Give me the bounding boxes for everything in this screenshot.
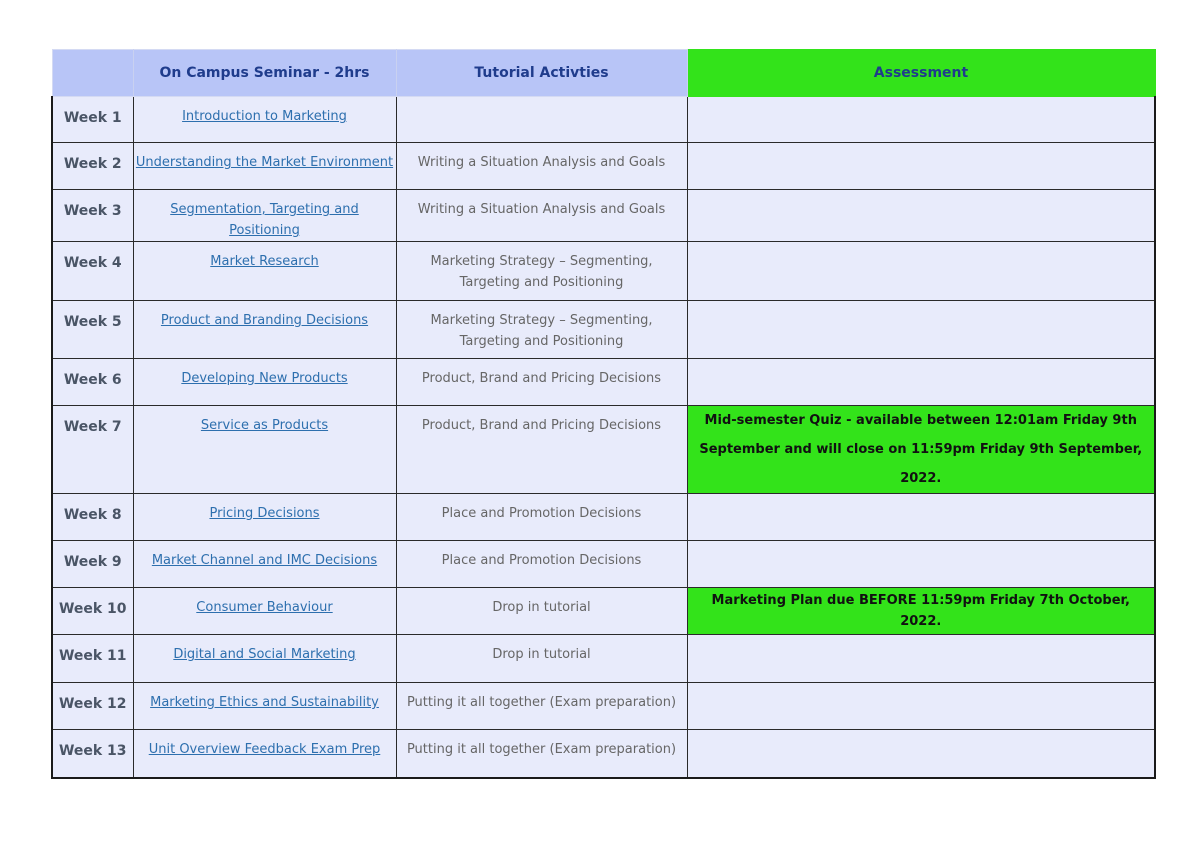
table-row xyxy=(52,588,1155,635)
tutorial-cell: Putting it all together (Exam preparation) xyxy=(396,683,687,730)
table-row xyxy=(52,359,1155,406)
seminar-link[interactable]: Unit Overview Feedback Exam Prep xyxy=(148,742,381,757)
seminar-link[interactable]: Introduction to Marketing xyxy=(182,109,347,124)
assessment-cell xyxy=(687,541,1155,588)
table-row xyxy=(52,143,1155,190)
seminar-cell xyxy=(133,359,396,406)
seminar-link[interactable]: Digital and Social Marketing xyxy=(173,647,356,662)
seminar-cell xyxy=(133,301,396,359)
tutorial-cell: Place and Promotion Decisions xyxy=(396,541,687,588)
table-row xyxy=(52,730,1155,778)
tutorial-cell xyxy=(396,97,687,143)
week-cell: Week 6 xyxy=(52,359,133,406)
table-row xyxy=(52,242,1155,301)
seminar-cell xyxy=(133,97,396,143)
schedule-table xyxy=(51,49,1156,779)
assessment-cell xyxy=(687,190,1155,242)
assessment-header: Assessment xyxy=(687,50,1155,97)
header-row xyxy=(52,50,1155,97)
week-cell: Week 13 xyxy=(52,730,133,778)
table-row xyxy=(52,494,1155,541)
week-cell: Week 2 xyxy=(52,143,133,190)
table-row xyxy=(52,301,1155,359)
assessment-cell xyxy=(687,494,1155,541)
seminar-link[interactable]: Marketing Ethics and Sustainability xyxy=(150,695,379,710)
week-cell: Week 12 xyxy=(52,683,133,730)
tutorial-cell: Putting it all together (Exam preparation) xyxy=(396,730,687,778)
week-cell: Week 7 xyxy=(52,406,133,494)
tutorial-cell: Marketing Strategy – Segmenting, Targeting and Positioning xyxy=(396,242,687,301)
seminar-link[interactable]: Service as Products xyxy=(200,418,329,433)
assessment-cell xyxy=(687,301,1155,359)
tutorial-cell: Product, Brand and Pricing Decisions xyxy=(396,359,687,406)
assessment-cell xyxy=(687,730,1155,778)
table-row xyxy=(52,635,1155,683)
tutorial-cell: Place and Promotion Decisions xyxy=(396,494,687,541)
assessment-cell xyxy=(687,97,1155,143)
seminar-header: On Campus Seminar - 2hrs xyxy=(133,50,396,97)
seminar-link[interactable]: Product and Branding Decisions xyxy=(160,313,369,328)
seminar-cell xyxy=(133,190,396,242)
seminar-cell xyxy=(133,541,396,588)
seminar-cell xyxy=(133,588,396,635)
week-cell: Week 1 xyxy=(52,97,133,143)
seminar-link[interactable]: Consumer Behaviour xyxy=(196,600,333,615)
seminar-cell xyxy=(133,143,396,190)
assessment-cell: Marketing Plan due BEFORE 11:59pm Friday 7th October, 2022. xyxy=(687,588,1155,635)
seminar-cell xyxy=(133,494,396,541)
seminar-cell xyxy=(133,406,396,494)
table-row xyxy=(52,97,1155,143)
table-row xyxy=(52,406,1155,494)
week-cell: Week 9 xyxy=(52,541,133,588)
tutorial-header: Tutorial Activties xyxy=(396,50,687,97)
assessment-cell xyxy=(687,635,1155,683)
week-cell: Week 10 xyxy=(52,588,133,635)
seminar-link[interactable]: Market Research xyxy=(210,254,319,269)
table-row xyxy=(52,683,1155,730)
tutorial-cell: Drop in tutorial xyxy=(396,635,687,683)
assessment-cell xyxy=(687,143,1155,190)
week-cell: Week 11 xyxy=(52,635,133,683)
assessment-cell xyxy=(687,359,1155,406)
week-cell: Week 8 xyxy=(52,494,133,541)
seminar-cell xyxy=(133,730,396,778)
seminar-link[interactable]: Market Channel and IMC Decisions xyxy=(151,553,378,568)
tutorial-cell: Product, Brand and Pricing Decisions xyxy=(396,406,687,494)
table-row xyxy=(52,541,1155,588)
assessment-cell xyxy=(687,683,1155,730)
week-cell: Week 5 xyxy=(52,301,133,359)
tutorial-cell: Writing a Situation Analysis and Goals xyxy=(396,190,687,242)
seminar-link[interactable]: Developing New Products xyxy=(181,371,348,386)
tutorial-cell: Marketing Strategy – Segmenting, Targeting and Positioning xyxy=(396,301,687,359)
seminar-cell xyxy=(133,242,396,301)
seminar-link[interactable]: Pricing Decisions xyxy=(209,506,320,521)
week-cell: Week 4 xyxy=(52,242,133,301)
week-header xyxy=(52,50,133,97)
week-cell: Week 3 xyxy=(52,190,133,242)
seminar-cell xyxy=(133,683,396,730)
tutorial-cell: Writing a Situation Analysis and Goals xyxy=(396,143,687,190)
tutorial-cell: Drop in tutorial xyxy=(396,588,687,635)
table-row xyxy=(52,190,1155,242)
assessment-cell xyxy=(687,242,1155,301)
seminar-cell xyxy=(133,635,396,683)
assessment-cell: Mid-semester Quiz - available between 12:01am Friday 9th September and will close on 11:59pm Friday 9th September, 2022. xyxy=(687,406,1155,494)
seminar-link[interactable]: Segmentation, Targeting and Positioning xyxy=(170,202,359,238)
seminar-link[interactable]: Understanding the Market Environment xyxy=(135,155,394,170)
